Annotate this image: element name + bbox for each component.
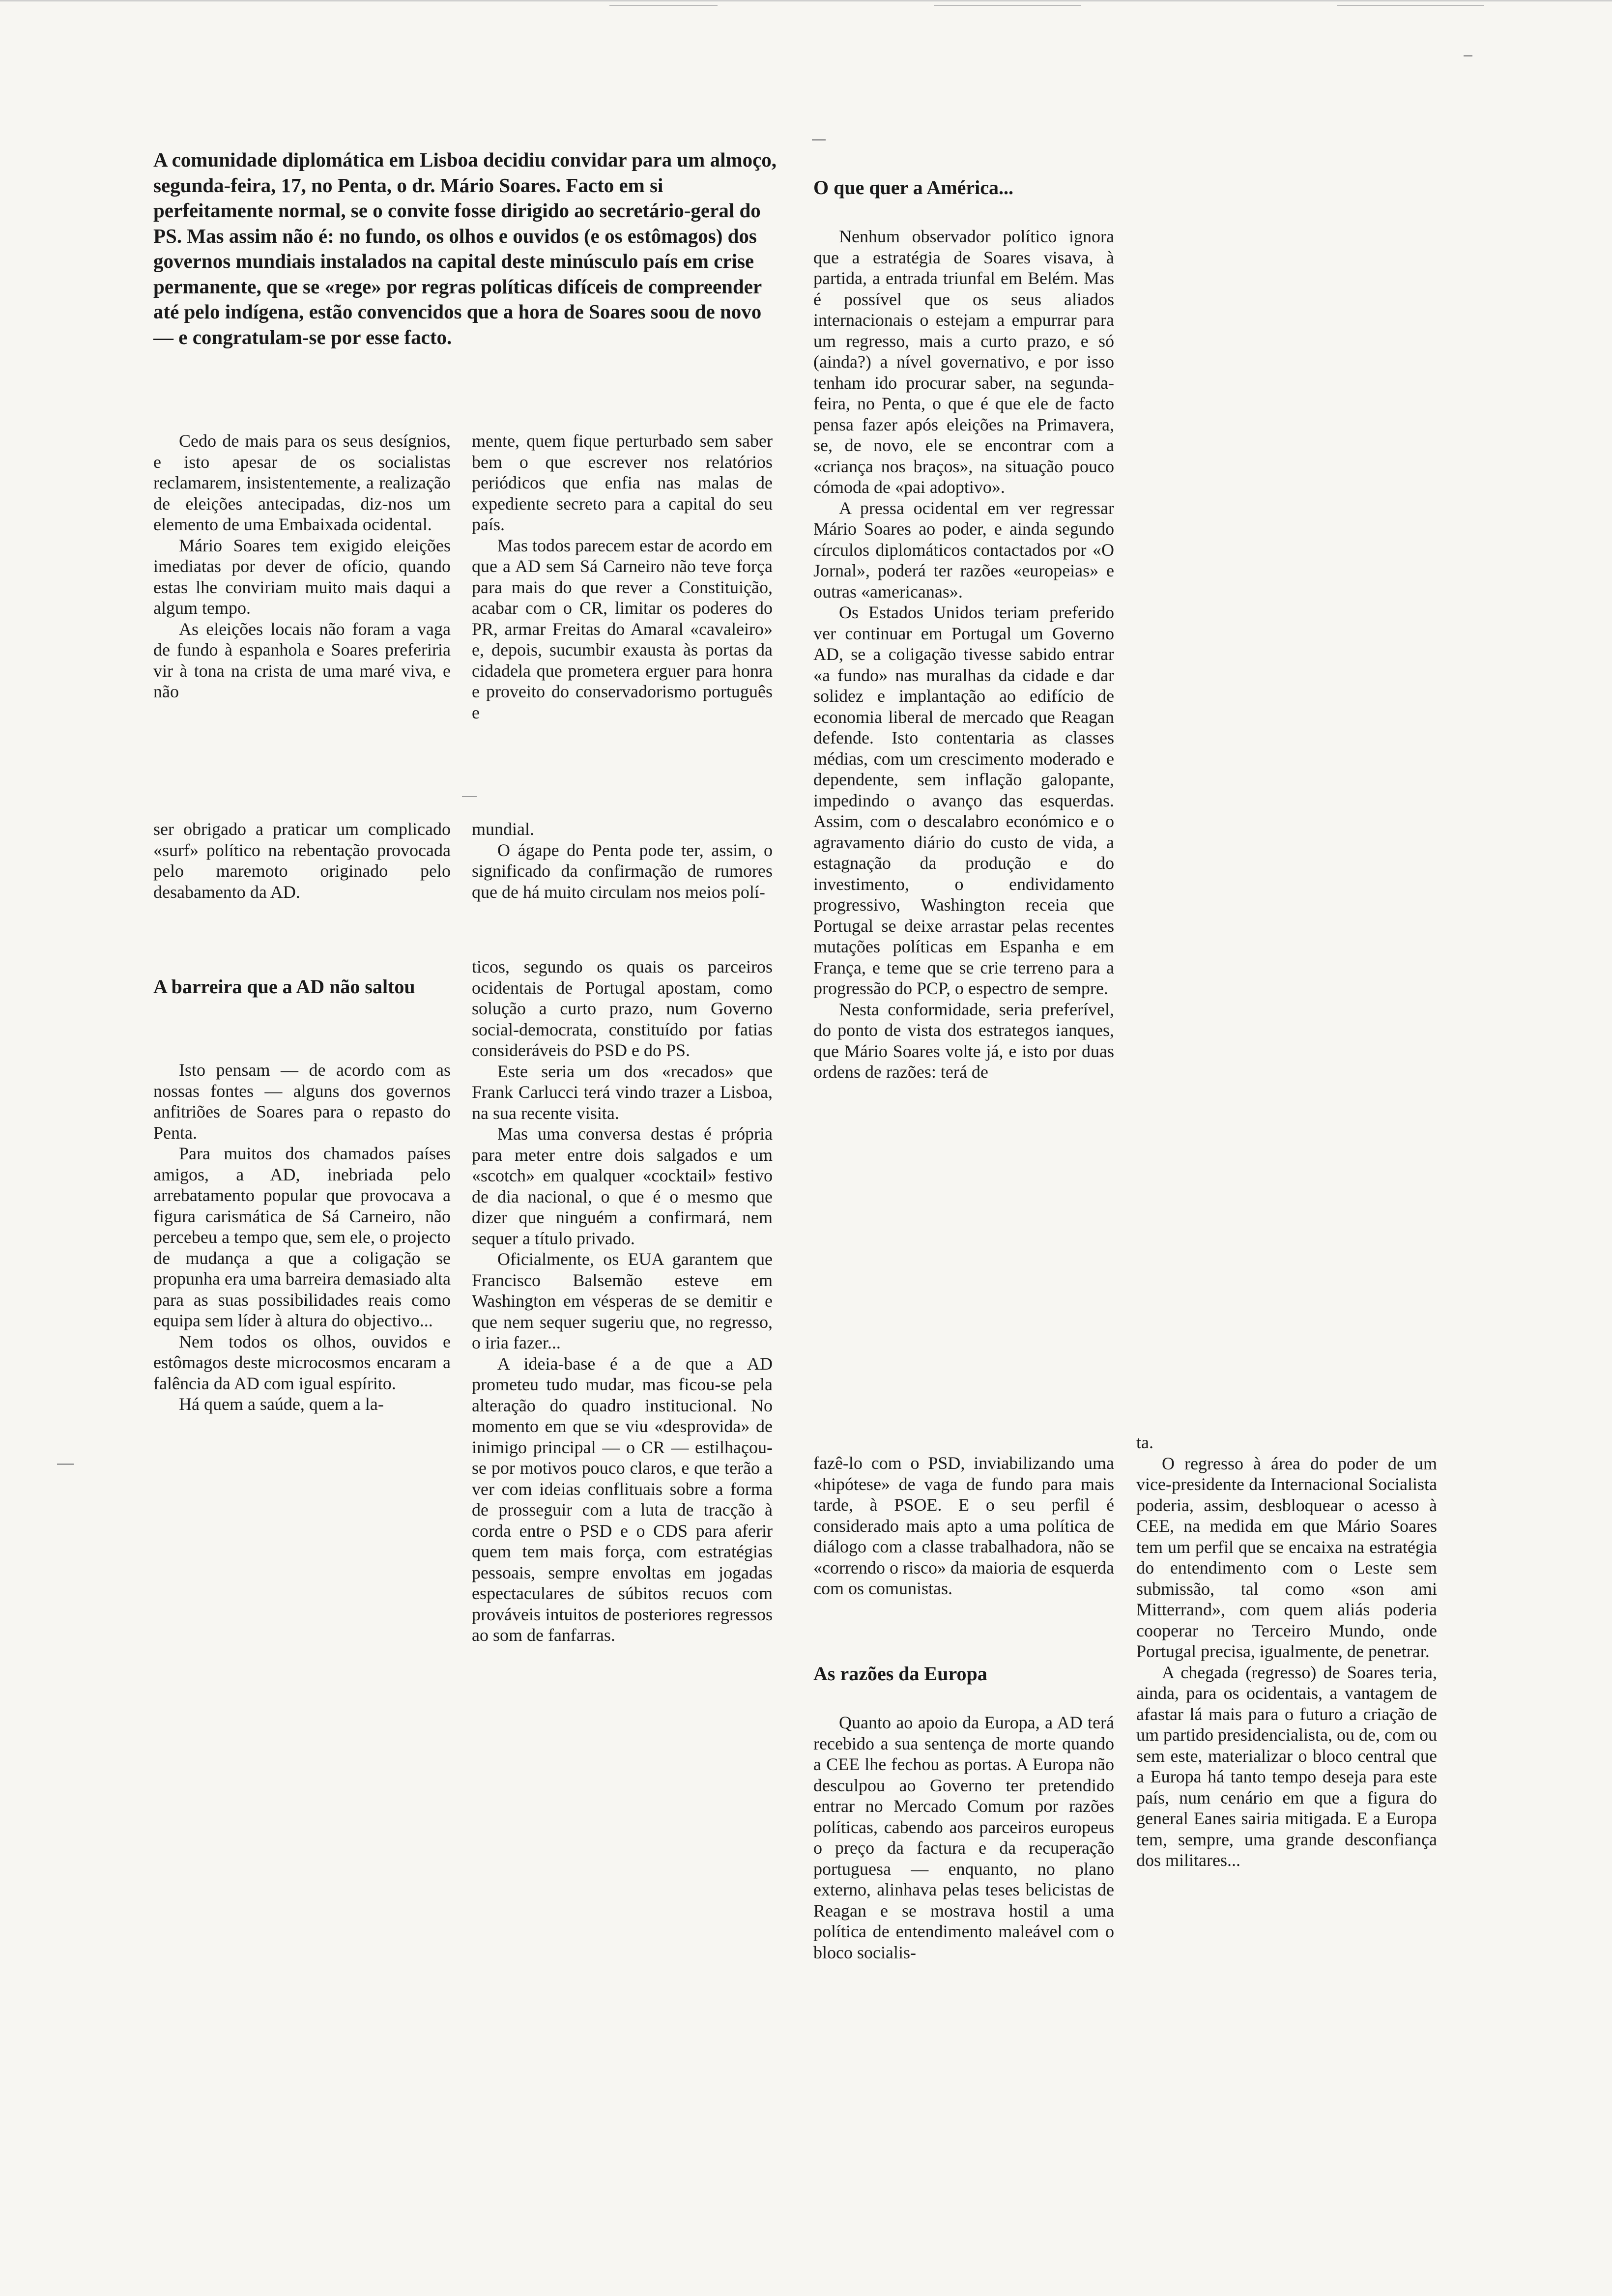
section-heading-barreira: A barreira que a AD não saltou (153, 976, 415, 998)
column-3-middle (813, 1453, 1114, 1599)
paragraph: As eleições locais não foram a vaga de fundo à espanhola e Soares preferiria vir à tona na crista de uma maré viva, e não (153, 619, 451, 701)
paragraph: Nenhum observador político ignora que a estratégia de Soares visava, à partida, a entrada triunfal em Belém. Mas é possível que os seus aliados internacionais o estejam a empurrar para um regresso, mais a curto prazo, e só (ainda?) a nível governativo, e por isso tenham ido procurar saber, na segunda-feira, no Penta, o que é que ele de facto pensa fazer após eleições na Primavera, se, de novo, ele se encontrar com a «criança nos braços», na situação pouco cómoda de «pai adoptivo». (813, 227, 1114, 497)
lead-text: A comunidade diplomática em Lisboa decidiu convidar para um almoço, segunda-feira, 17, no Penta, o dr. Mário Soares. Facto em si perfeitamente normal, se o convite fosse dirigido ao secretário-geral do PS. Mas assim não é: no fundo, os olhos e ouvidos (e os estômagos) dos governos mundiais instalados na capital deste minúsculo país em crise permanente, que se «rege» por regras políticas difíceis de compreender até pelo indígena, estão convencidos que a hora de Soares soou de novo — e congratulam-se por esse facto. (153, 148, 777, 348)
column-4 (1136, 1432, 1437, 1871)
scan-line (1337, 5, 1484, 6)
section-heading-america: O que quer a América... (813, 176, 1014, 199)
paragraph: ser obrigado a praticar um complicado «surf» político na rebentação provocada pelo maremoto originado pelo desabamento da AD. (153, 819, 451, 902)
paragraph: Nesta conformidade, seria preferível, do ponto de vista dos estrategos ianques, que Mário Soares volte já, e isto por duas ordens de razões: terá de (813, 999, 1114, 1082)
section-heading-europa: As razões da Europa (813, 1663, 987, 1685)
paragraph: O ágape do Penta pode ter, assim, o significado da confirmação de rumores que de há muito circulam nos meios polí- (472, 840, 773, 902)
column-1-top (153, 430, 451, 702)
scan-line (609, 5, 718, 6)
column-2-middle (472, 819, 773, 902)
column-2-bottom (472, 956, 773, 1646)
paragraph: Mas uma conversa destas é própria para meter entre dois salgados e um «scotch» em qualquer «cocktail» festivo de dia nacional, o que é o mesmo que dizer que ninguém a confirmará, nem sequer a título privado. (472, 1124, 773, 1248)
paragraph: A pressa ocidental em ver regressar Mário Soares ao poder, e ainda segundo círculos diplomáticos contactados por «O Jornal», poderá ter razões «europeias» e outras «americanas». (813, 498, 1114, 602)
scan-line (934, 5, 1081, 6)
top-edge-line (0, 0, 1612, 1)
paragraph: Mas todos parecem estar de acordo em que a AD sem Sá Carneiro não teve força para mais do que rever a Constituição, acabar com o CR, limitar os poderes do PR, armar Freitas do Amaral «cavaleiro» e, depois, sucumbir exausta às portas da cidadela que prometera erguer para honra e proveito do conservadorismo português e (472, 535, 773, 722)
paragraph: A chegada (regresso) de Soares teria, ainda, para os ocidentais, a vantagem de afastar lá mais para o futuro a criação de um partido presidencialista, ou de, com ou sem este, materializar o bloco central que a Europa há tanto tempo deseja para este país, num cenário em que a figura do general Eanes sairia mitigada. E a Europa tem, sempre, uma grande desconfiança dos militares... (1136, 1662, 1437, 1870)
paragraph: Há quem a saúde, quem a la- (179, 1394, 384, 1414)
column-3-bottom (813, 1712, 1114, 1963)
paragraph: Este seria um dos «recados» que Frank Carlucci terá vindo trazer a Lisboa, na sua recente visita. (472, 1061, 773, 1123)
paragraph: Os Estados Unidos teriam preferido ver continuar em Portugal um Governo AD, se a coligação tivesse sabido entrar «a fundo» nas muralhas da cidade e dar solidez e implantação ao edifício de economia liberal de mercado que Reagan defende. Isto contentaria as classes médias, com um crescimento moderado e dependente, sem inflação galopante, impedindo o avanço das esquerdas. Assim, com o descalabro económico e o agravamento diário do custo de vida, a estagnação da produção e do investimento, o endividamento progressivo, Washington receia que Portugal se deixe arrastar pelas recentes mutações políticas em Espanha e em França, e teme que se crie terreno para a progressão do PCP, o espectro de sempre. (813, 603, 1114, 998)
column-2-top (472, 430, 773, 723)
column-1-bottom (153, 1060, 451, 1415)
paragraph: A ideia-base é a de que a AD prometeu tudo mudar, mas ficou-se pela alteração do quadro institucional. No momento em que se viu «desprovida» de inimigo principal — o CR — estilhaçou-se por motivos pouco claros, e que terão a ver com ideias conflituais sobre a forma de prosseguir com a luta de tracção à corda entre o PSD e o CDS para aferir quem tem mais força, com estratégias pessoais, sempre envoltas em jogadas espectaculares de súbitos recuos com prováveis intuitos de posteriores regressos ao som de fanfarras. (472, 1353, 773, 1645)
paragraph: Cedo de mais para os seus desígnios, e isto apesar de os socialistas reclamarem, insistentemente, a realização de eleições antecipadas, diz-nos um elemento de uma Embaixada ocidental. (153, 431, 451, 534)
paragraph: Nem todos os olhos, ouvidos e estômagos deste microcosmos encaram a falência da AD com igual espírito. (153, 1331, 451, 1393)
paragraph: mundial. (472, 819, 534, 839)
lead-paragraph (153, 147, 777, 350)
column-3-top (813, 226, 1114, 1083)
paragraph: fazê-lo com o PSD, inviabilizando uma «hipótese» de vaga de fundo para mais tarde, à PSOE. E o seu perfil é considerado mais apto a uma política de diálogo com a classe trabalhadora, não se «correndo o risco» da maioria de esquerda com os comunistas. (813, 1453, 1114, 1598)
paragraph: ta. (1136, 1433, 1153, 1452)
paragraph: Mário Soares tem exigido eleições imediatas por dever de ofício, quando estas lhe conviriam muito mais daqui a algum tempo. (153, 535, 451, 618)
scan-speck (57, 1464, 74, 1465)
paragraph: Isto pensam — de acordo com as nossas fontes — alguns dos governos anfitriões de Soares para o repasto do Penta. (153, 1060, 451, 1143)
scan-speck (462, 796, 477, 797)
column-1-middle (153, 819, 451, 902)
scan-speck (1464, 55, 1472, 57)
paragraph: mente, quem fique perturbado sem saber bem o que escrever nos relatórios periódicos que enfia nas malas de expediente secreto para a capital do seu país. (472, 431, 773, 534)
paragraph: ticos, segundo os quais os parceiros ocidentais de Portugal apostam, como solução a curto prazo, num Governo social-democrata, constituído por fatias consideráveis do PSD e do PS. (472, 957, 773, 1060)
scan-speck (812, 139, 826, 141)
paragraph: Para muitos dos chamados países amigos, a AD, inebriada pelo arrebatamento popular que provocava a figura carismática de Sá Carneiro, não percebeu a tempo que, sem ele, o projecto de mudança a que a coligação se propunha era uma barreira demasiado alta para as suas possibilidades reais como equipa sem líder à altura do objectivo... (153, 1144, 451, 1330)
paragraph: O regresso à área do poder de um vice-presidente da Internacional Socialista poderia, assim, desbloquear o acesso à CEE, na medida em que Mário Soares tem um perfil que se encaixa na estratégia do entendimento com o Leste sem submissão, tal como «son ami Mitterrand», com quem aliás poderia cooperar no Terceiro Mundo, onde Portugal precisa, igualmente, de penetrar. (1136, 1453, 1437, 1661)
paragraph: Oficialmente, os EUA garantem que Francisco Balsemão esteve em Washington em vésperas de se demitir e que nem sequer sugeriu que, no regresso, o iria fazer... (472, 1249, 773, 1352)
paragraph: Quanto ao apoio da Europa, a AD terá recebido a sua sentença de morte quando a CEE lhe fechou as portas. A Europa não desculpou ao Governo ter pretendido entrar no Mercado Comum por razões políticas, cabendo aos parceiros europeus o preço da factura e da recuperação portuguesa — enquanto, no plano externo, alinhava pelas teses belicistas de Reagan e se mostrava hostil a uma política de entendimento maleável com o bloco socialis- (813, 1713, 1114, 1962)
